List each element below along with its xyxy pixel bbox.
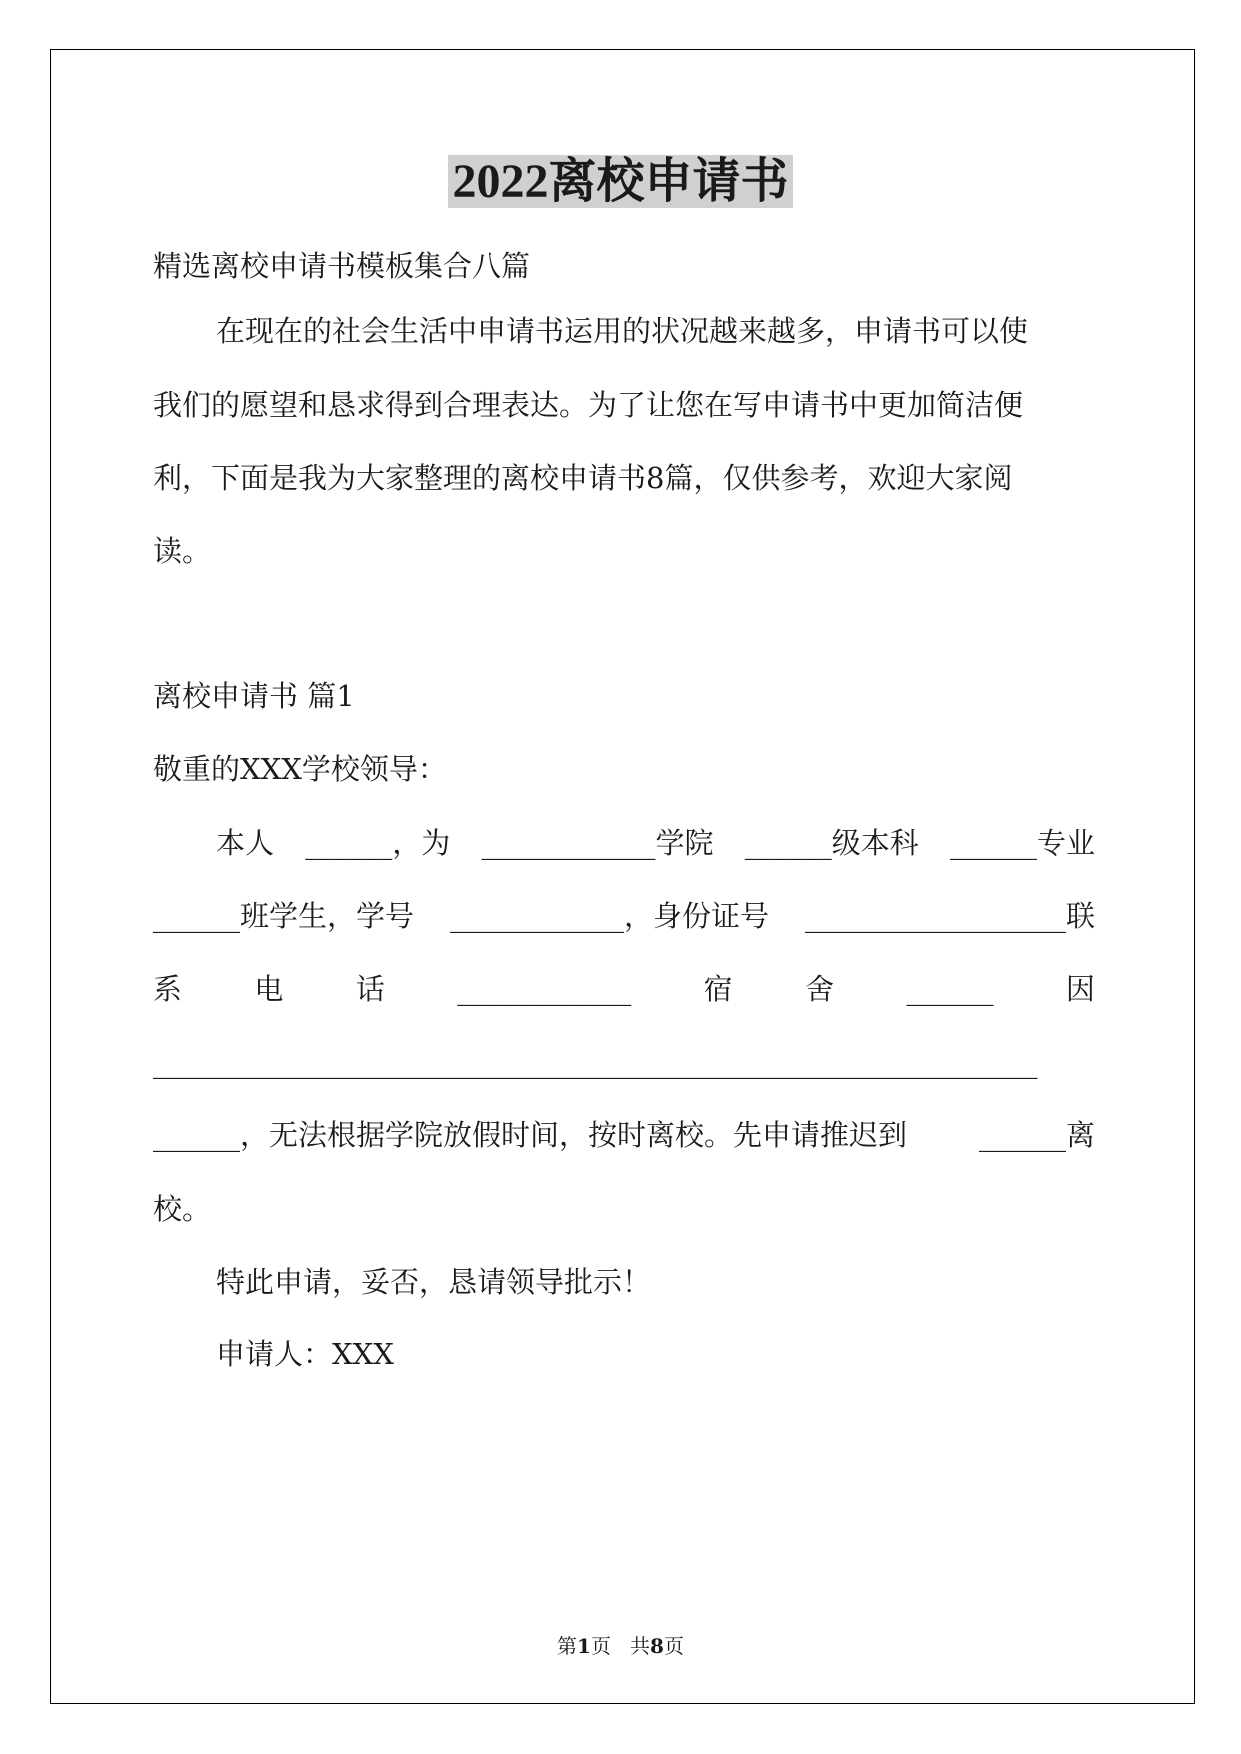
form-text: ______班学生，学号 — [153, 899, 415, 933]
document-title — [0, 150, 1241, 214]
form-text: ______，无法根据学院放假时间，按时离校。先申请推迟到 — [153, 1118, 908, 1152]
form-text: ____________，身份证号 — [449, 899, 769, 933]
form-text: ____________学院 — [481, 826, 714, 860]
form-text: 话 — [355, 972, 385, 1006]
form-line-5 — [153, 1115, 1095, 1155]
form-line-3 — [153, 969, 1095, 1009]
footer-total-prefix: 共 — [630, 1634, 651, 1658]
intro-line-3: 利，下面是我为大家整理的离校申请书8篇，仅供参考，欢迎大家阅 — [153, 461, 1013, 495]
intro-line-4: 读。 — [153, 534, 212, 568]
page-footer — [0, 1632, 1241, 1660]
form-text: ______ — [906, 972, 994, 1006]
footer-total-suffix: 页 — [663, 1634, 684, 1658]
form-text: ______专业 — [949, 826, 1095, 860]
title-text: 2022离校申请书 — [448, 155, 792, 208]
section-heading: 离校申请书 篇1 — [153, 679, 355, 713]
form-text: 宿 — [703, 972, 733, 1006]
form-line-4: _____________________________________________________________ — [153, 1045, 1038, 1079]
intro-line-2: 我们的愿望和恳求得到合理表达。为了让您在写申请书中更加简洁便 — [153, 388, 1024, 422]
total-pages: 8 — [650, 1634, 664, 1658]
page-border — [50, 49, 1195, 1704]
form-text: 舍 — [805, 972, 835, 1006]
form-text: ______离 — [978, 1118, 1095, 1152]
intro-line-1: 在现在的社会生活中申请书运用的状况越来越多，申请书可以使 — [216, 314, 1029, 348]
form-text: 因 — [1065, 972, 1095, 1006]
footer-page-suffix: 页 — [590, 1634, 611, 1658]
form-text: __________________联 — [804, 899, 1095, 933]
page-number: 1 — [577, 1634, 591, 1658]
form-text: ______级本科 — [744, 826, 919, 860]
greeting: 敬重的XXX学校领导： — [153, 752, 447, 786]
form-line-6: 校。 — [153, 1192, 212, 1226]
form-line-2 — [153, 896, 1095, 936]
form-line-1 — [216, 823, 1095, 863]
applicant: 申请人：XXX — [216, 1337, 394, 1371]
form-text: 系 — [153, 972, 183, 1006]
form-text: 本人 — [216, 826, 275, 860]
form-text: ______，为 — [305, 826, 451, 860]
subtitle: 精选离校申请书模板集合八篇 — [153, 249, 531, 283]
form-text: ____________ — [457, 972, 632, 1006]
footer-prefix: 第 — [557, 1634, 578, 1658]
form-text: 电 — [254, 972, 284, 1006]
closing: 特此申请，妥否，恳请领导批示！ — [216, 1265, 652, 1299]
